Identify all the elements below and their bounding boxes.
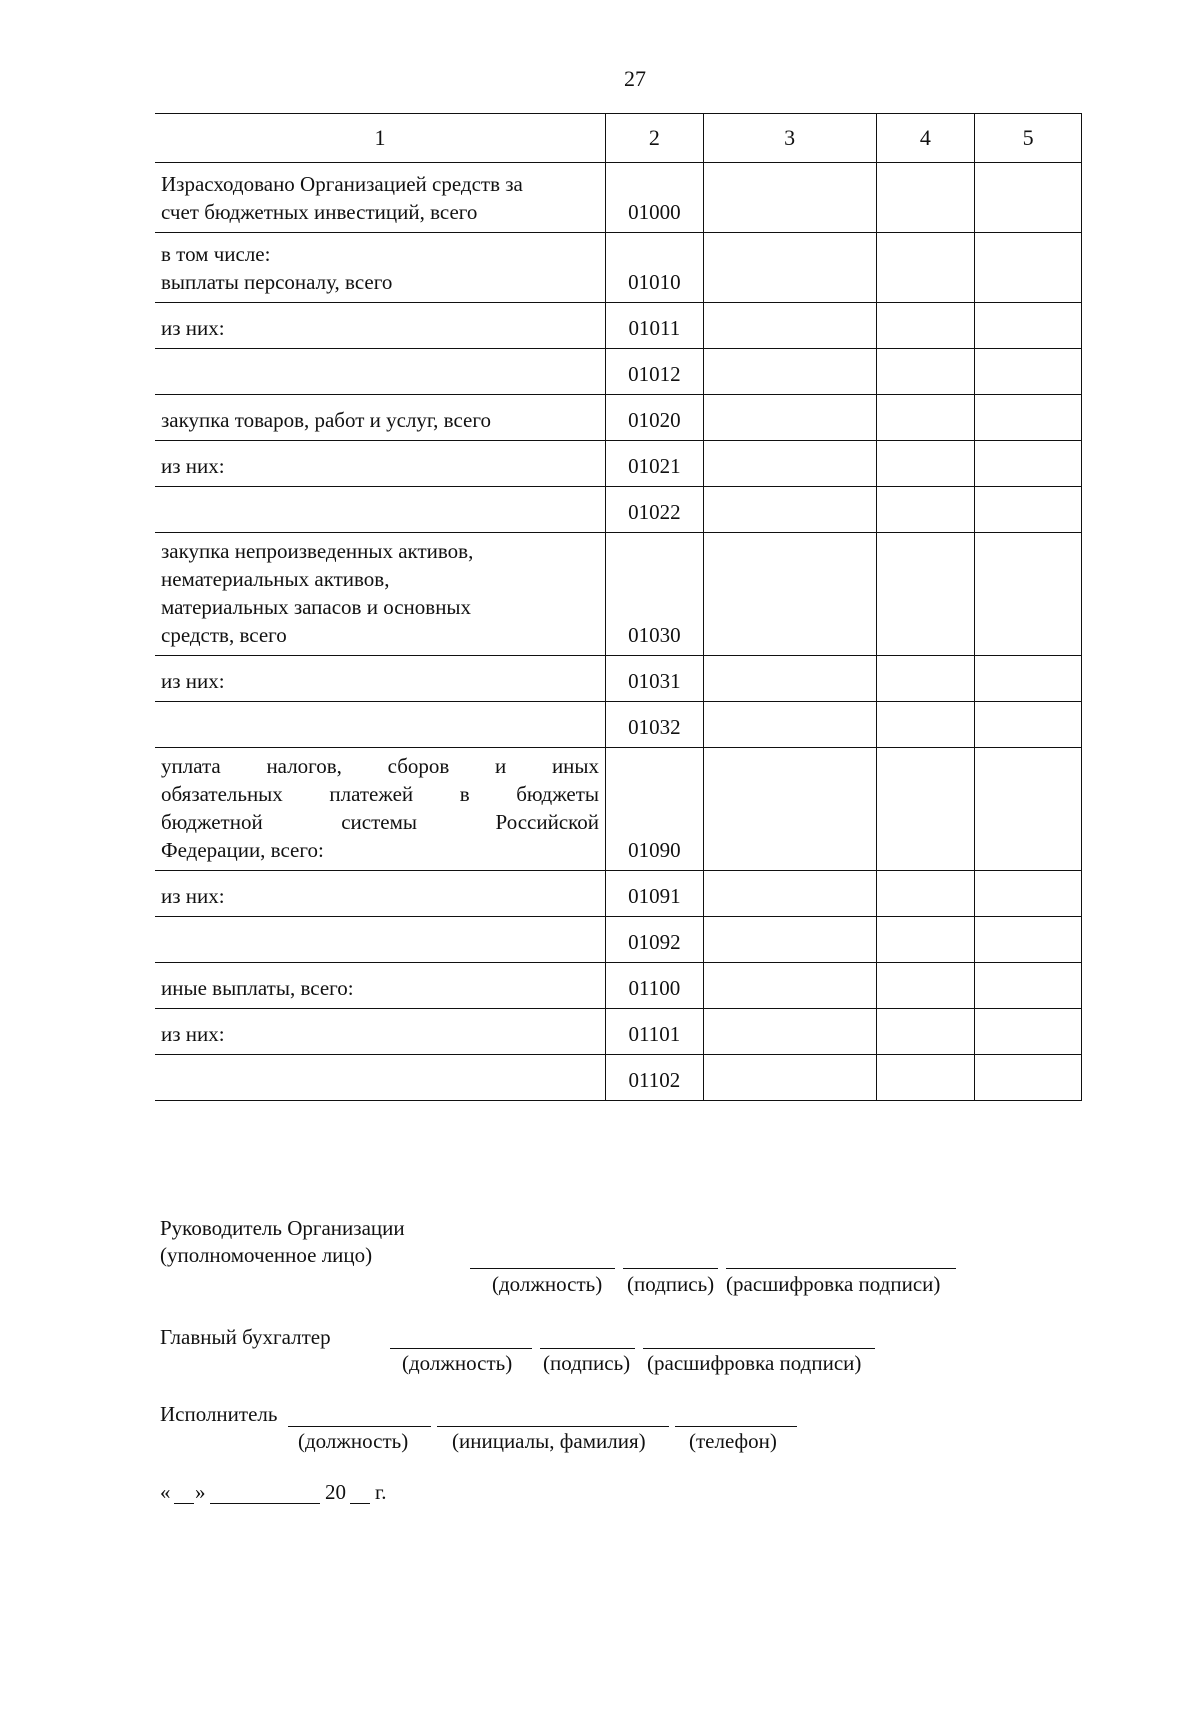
col-header-5: 5 [975, 114, 1082, 163]
executor-title: Исполнитель [160, 1402, 278, 1426]
report-table [155, 113, 1082, 1101]
row-cell-col-3[interactable] [703, 748, 876, 871]
row-cell-col-4[interactable] [876, 487, 975, 533]
executor-position-line[interactable] [288, 1426, 431, 1427]
row-cell-col-5[interactable] [975, 963, 1082, 1009]
head-position-line[interactable] [470, 1268, 615, 1269]
col-header-2: 2 [606, 114, 704, 163]
executor-caption-name: (инициалы, фамилия) [452, 1429, 646, 1453]
row-cell-col-3[interactable] [703, 963, 876, 1009]
row-code: 01092 [606, 917, 704, 963]
date-year-suffix: г. [375, 1480, 387, 1504]
date-month-line[interactable] [210, 1503, 320, 1504]
table-row [155, 163, 1082, 233]
row-label-line: в том числе: [161, 242, 271, 266]
row-cell-col-4[interactable] [876, 349, 975, 395]
head-caption-decoding: (расшифровка подписи) [726, 1272, 941, 1296]
row-cell-col-4[interactable] [876, 748, 975, 871]
row-cell-col-3[interactable] [703, 395, 876, 441]
head-title-2: (уполномоченное лицо) [160, 1243, 373, 1267]
row-cell-col-4[interactable] [876, 917, 975, 963]
date-year-line[interactable] [350, 1503, 370, 1504]
row-cell-col-5[interactable] [975, 656, 1082, 702]
row-cell-col-3[interactable] [703, 441, 876, 487]
row-label [155, 963, 606, 1009]
executor-caption-position: (должность) [298, 1429, 409, 1453]
executor-phone-line[interactable] [675, 1426, 797, 1427]
row-code: 01012 [606, 349, 704, 395]
row-cell-col-4[interactable] [876, 303, 975, 349]
row-label-line: бюджетной системы Российской [161, 810, 600, 834]
row-label-line: средств, всего [161, 623, 287, 647]
chief-decoding-line[interactable] [643, 1348, 875, 1349]
table-row [155, 349, 1082, 395]
row-cell-col-5[interactable] [975, 533, 1082, 656]
row-label-line: из них: [161, 1022, 225, 1046]
row-cell-col-3[interactable] [703, 233, 876, 303]
row-cell-col-3[interactable] [703, 1055, 876, 1101]
head-signature-line[interactable] [623, 1268, 718, 1269]
row-label [155, 395, 606, 441]
head-decoding-line[interactable] [726, 1268, 956, 1269]
row-code: 01030 [606, 533, 704, 656]
col-header-3: 3 [703, 114, 876, 163]
row-label [155, 1009, 606, 1055]
executor-name-line[interactable] [437, 1426, 669, 1427]
row-cell-col-3[interactable] [703, 487, 876, 533]
row-code: 01090 [606, 748, 704, 871]
row-label-line: счет бюджетных инвестиций, всего [161, 200, 478, 224]
date-close-quote: » [195, 1480, 206, 1504]
row-cell-col-5[interactable] [975, 163, 1082, 233]
table-row [155, 233, 1082, 303]
date-year-prefix: 20 [325, 1480, 346, 1504]
row-cell-col-4[interactable] [876, 702, 975, 748]
table-row [155, 1055, 1082, 1101]
row-cell-col-3[interactable] [703, 349, 876, 395]
chief-caption-decoding: (расшифровка подписи) [647, 1351, 862, 1375]
row-label [155, 656, 606, 702]
row-cell-col-5[interactable] [975, 871, 1082, 917]
col-header-4: 4 [876, 114, 975, 163]
row-code: 01000 [606, 163, 704, 233]
row-label [155, 349, 606, 395]
chief-caption-position: (должность) [402, 1351, 513, 1375]
row-label-line: уплата налогов, сборов и иных [161, 754, 600, 778]
executor-caption-phone: (телефон) [689, 1429, 777, 1453]
row-code: 01011 [606, 303, 704, 349]
row-cell-col-4[interactable] [876, 1055, 975, 1101]
table-row [155, 1009, 1082, 1055]
row-cell-col-4[interactable] [876, 963, 975, 1009]
row-label-line: обязательных платежей в бюджеты [161, 782, 600, 806]
row-label [155, 163, 606, 233]
row-code: 01021 [606, 441, 704, 487]
row-label-line: закупка непроизведенных активов, [161, 539, 474, 563]
row-cell-col-5[interactable] [975, 1009, 1082, 1055]
chief-position-line[interactable] [390, 1348, 532, 1349]
table-row [155, 917, 1082, 963]
row-cell-col-5[interactable] [975, 748, 1082, 871]
row-cell-col-4[interactable] [876, 395, 975, 441]
row-cell-col-4[interactable] [876, 871, 975, 917]
chief-caption-signature: (подпись) [543, 1351, 631, 1375]
table-row [155, 395, 1082, 441]
row-code: 01031 [606, 656, 704, 702]
row-label-line: Федерации, всего: [161, 838, 324, 862]
chief-signature-line[interactable] [540, 1348, 635, 1349]
row-cell-col-3[interactable] [703, 702, 876, 748]
row-cell-col-3[interactable] [703, 303, 876, 349]
row-label [155, 748, 606, 871]
row-label [155, 303, 606, 349]
row-label-line: Израсходовано Организацией средств за [161, 172, 523, 196]
row-cell-col-4[interactable] [876, 441, 975, 487]
row-cell-col-3[interactable] [703, 533, 876, 656]
row-label [155, 441, 606, 487]
col-header-1: 1 [155, 114, 606, 163]
row-code: 01032 [606, 702, 704, 748]
row-label [155, 702, 606, 748]
table-row [155, 487, 1082, 533]
table-row [155, 871, 1082, 917]
row-code: 01100 [606, 963, 704, 1009]
row-code: 01010 [606, 233, 704, 303]
row-cell-col-4[interactable] [876, 1009, 975, 1055]
row-label-line: материальных запасов и основных [161, 595, 472, 619]
table-row [155, 702, 1082, 748]
row-cell-col-4[interactable] [876, 163, 975, 233]
row-code: 01020 [606, 395, 704, 441]
row-label-line: из них: [161, 884, 225, 908]
table-row [155, 748, 1082, 871]
row-label-line: закупка товаров, работ и услуг, всего [161, 408, 491, 432]
row-cell-col-4[interactable] [876, 233, 975, 303]
row-cell-col-3[interactable] [703, 871, 876, 917]
head-caption-signature: (подпись) [627, 1272, 715, 1296]
row-cell-col-4[interactable] [876, 656, 975, 702]
row-cell-col-5[interactable] [975, 487, 1082, 533]
row-label [155, 1055, 606, 1101]
row-code: 01091 [606, 871, 704, 917]
header-row [155, 114, 1082, 163]
row-cell-col-5[interactable] [975, 1055, 1082, 1101]
table-row [155, 963, 1082, 1009]
table-row [155, 303, 1082, 349]
date-open-quote: « [160, 1480, 171, 1504]
head-title-1: Руководитель Организации [160, 1216, 405, 1240]
row-label-line: из них: [161, 454, 225, 478]
row-cell-col-3[interactable] [703, 656, 876, 702]
row-cell-col-5[interactable] [975, 349, 1082, 395]
row-label-line: иные выплаты, всего: [161, 976, 354, 1000]
page-number: 27 [624, 66, 646, 91]
chief-accountant-title: Главный бухгалтер [160, 1325, 331, 1349]
row-label-line: нематериальных активов, [161, 567, 390, 591]
row-label [155, 533, 606, 656]
row-cell-col-5[interactable] [975, 303, 1082, 349]
row-label [155, 871, 606, 917]
head-caption-position: (должность) [492, 1272, 603, 1296]
row-cell-col-3[interactable] [703, 163, 876, 233]
table-row [155, 441, 1082, 487]
row-label-line: из них: [161, 669, 225, 693]
row-cell-col-5[interactable] [975, 702, 1082, 748]
row-cell-col-5[interactable] [975, 917, 1082, 963]
row-label-line: из них: [161, 316, 225, 340]
row-cell-col-5[interactable] [975, 395, 1082, 441]
row-cell-col-5[interactable] [975, 441, 1082, 487]
table-row [155, 656, 1082, 702]
row-label-line: выплаты персоналу, всего [161, 270, 393, 294]
row-cell-col-3[interactable] [703, 917, 876, 963]
row-label [155, 917, 606, 963]
row-code: 01022 [606, 487, 704, 533]
date-day-line[interactable] [174, 1503, 194, 1504]
row-code: 01101 [606, 1009, 704, 1055]
row-cell-col-4[interactable] [876, 533, 975, 656]
table-row [155, 533, 1082, 656]
row-cell-col-3[interactable] [703, 1009, 876, 1055]
row-label [155, 233, 606, 303]
row-code: 01102 [606, 1055, 704, 1101]
row-label [155, 487, 606, 533]
row-cell-col-5[interactable] [975, 233, 1082, 303]
